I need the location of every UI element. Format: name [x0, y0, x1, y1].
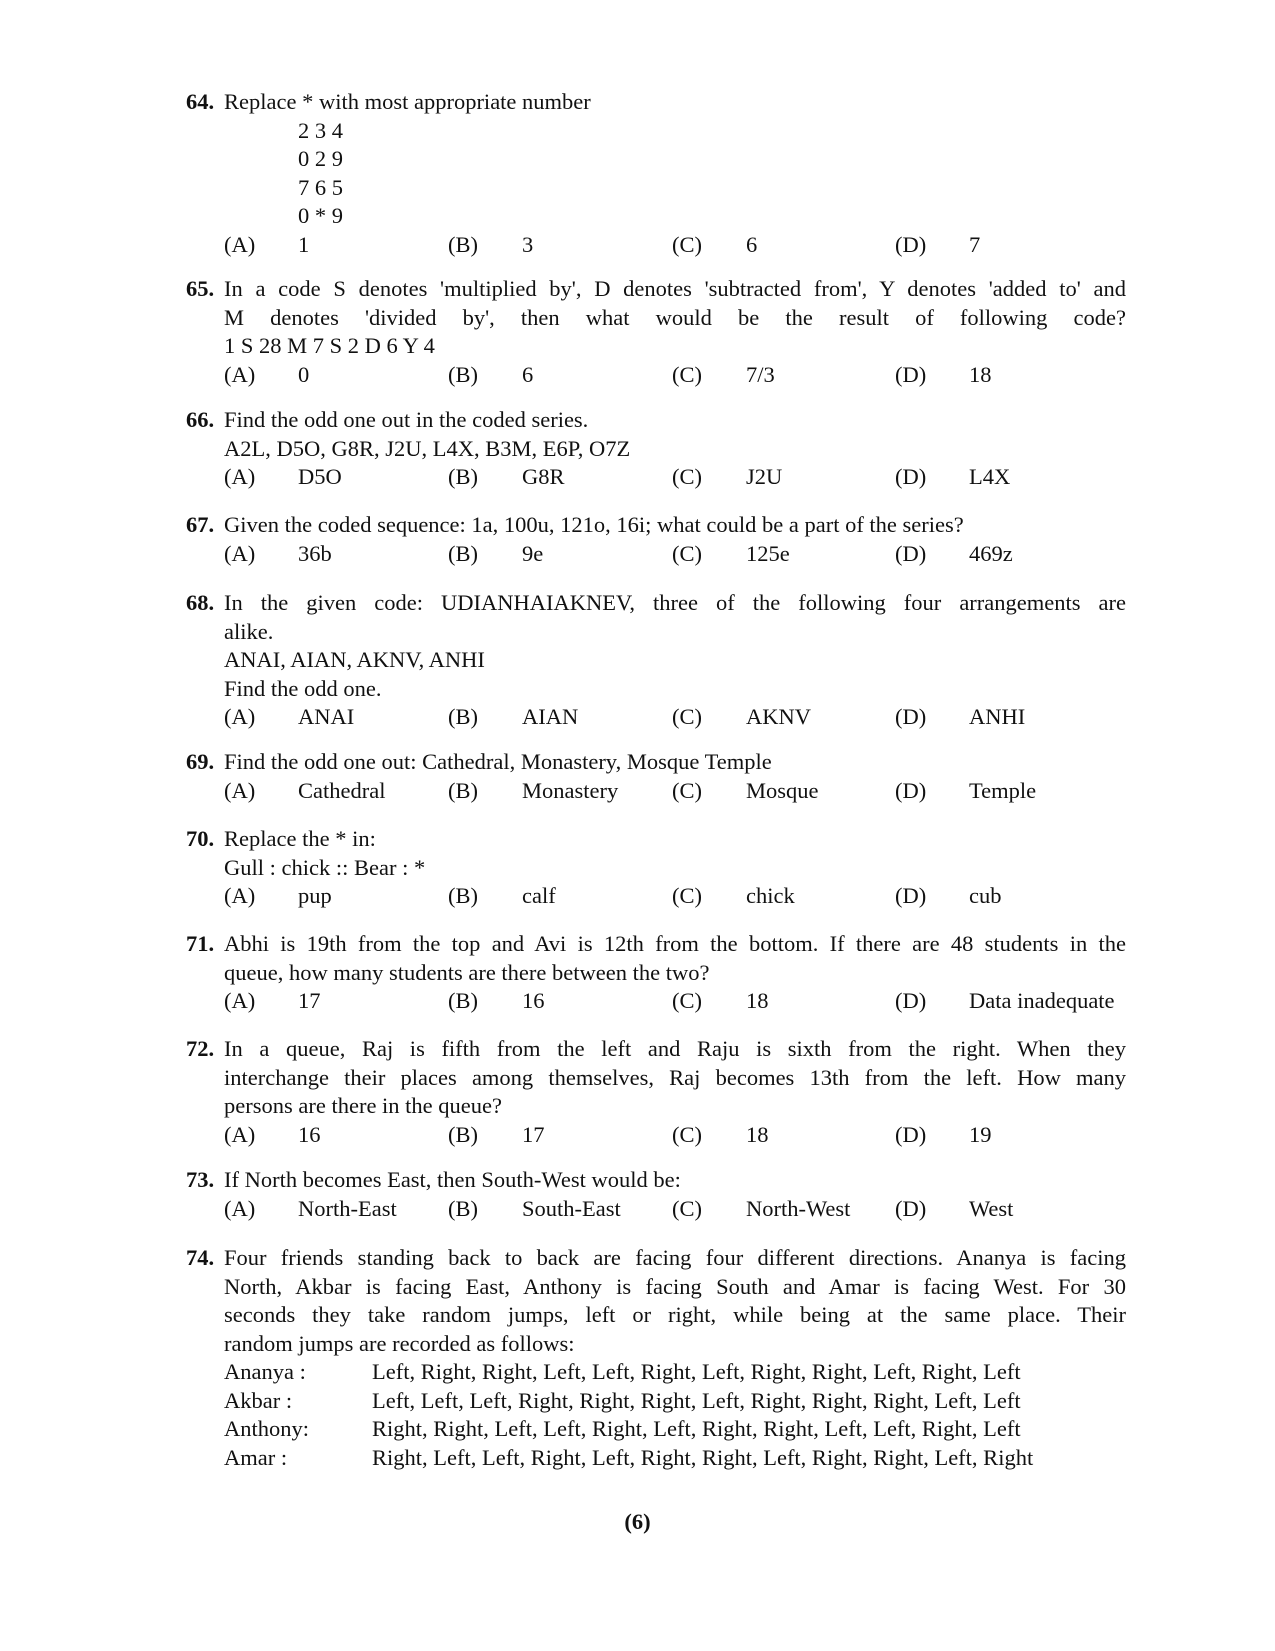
option-c-value: 6 [746, 231, 758, 257]
option-d-label: (D) [895, 883, 927, 908]
option-a-label: (A) [224, 777, 256, 803]
option-b-value: 6 [522, 361, 534, 387]
option-c-label: (C) [672, 231, 702, 257]
number-row: 7 6 5 [298, 174, 343, 200]
question-text: seconds they take random jumps, left or right, while being at the same place. Their [224, 1302, 1126, 1327]
series-text: A2L, D5O, G8R, J2U, L4X, B3M, E6P, O7Z [224, 435, 631, 461]
option-c-label: (C) [672, 361, 702, 387]
question-number: 72. [186, 1036, 215, 1061]
options-row [224, 1195, 1126, 1224]
option-d-label: (D) [895, 704, 927, 729]
question-text: In the given code: UDIANHAIAKNEV, three of the following four arrangements are [224, 590, 1126, 615]
options-row [224, 463, 1126, 492]
question-number: 71. [186, 931, 215, 956]
question-text: In a queue, Raj is fifth from the left and Raju is sixth from the right. When they [224, 1036, 1126, 1061]
option-a-label: (A) [224, 540, 256, 566]
option-b-label: (B) [448, 464, 478, 489]
option-d-value: ANHI [969, 704, 1026, 729]
friend-name: Amar : [224, 1444, 288, 1470]
question-number: 70. [186, 826, 215, 851]
number-row: 0 * 9 [298, 203, 343, 228]
jump-record-row [224, 1358, 1126, 1387]
number-row: 2 3 4 [298, 117, 343, 143]
question-72 [186, 1035, 1126, 1149]
jump-list: Left, Left, Left, Right, Right, Right, Left, Right, Right, Right, Left, Left [372, 1387, 1021, 1413]
analogy-text: Gull : chick :: Bear : * [224, 854, 426, 880]
question-number: 65. [186, 276, 215, 301]
option-b-value: 9e [522, 540, 544, 566]
option-b-value: South-East [522, 1195, 621, 1221]
option-d-label: (D) [895, 540, 927, 566]
question-number: 73. [186, 1167, 215, 1192]
question-number: 64. [186, 89, 215, 114]
option-c-value: North-West [746, 1195, 851, 1221]
question-text: Find the odd one. [224, 675, 382, 701]
option-d-label: (D) [895, 988, 927, 1013]
question-number: 68. [186, 590, 215, 615]
options-row [224, 540, 1126, 569]
question-text: queue, how many students are there between the two? [224, 959, 710, 985]
question-text: persons are there in the queue? [224, 1093, 502, 1118]
jump-record-row [224, 1444, 1126, 1473]
option-b-label: (B) [448, 777, 478, 803]
option-a-value: 0 [298, 361, 310, 387]
option-c-value: Mosque [746, 777, 819, 803]
option-b-value: calf [522, 883, 556, 908]
option-d-label: (D) [895, 1195, 927, 1221]
code-text: 1 S 28 M 7 S 2 D 6 Y 4 [224, 333, 435, 358]
option-a-value: Cathedral [298, 777, 386, 803]
option-a-value: D5O [298, 464, 342, 489]
question-number: 66. [186, 407, 215, 432]
question-67 [186, 511, 1126, 568]
option-d-label: (D) [895, 361, 927, 387]
options-row [224, 882, 1126, 911]
option-b-label: (B) [448, 1121, 478, 1147]
option-a-label: (A) [224, 361, 256, 387]
option-b-value: 17 [522, 1121, 545, 1147]
option-c-label: (C) [672, 988, 702, 1013]
question-text: random jumps are recorded as follows: [224, 1330, 575, 1356]
option-a-value: 1 [298, 231, 310, 257]
question-text: Replace the * in: [224, 826, 376, 851]
options-row [224, 231, 1126, 260]
option-d-value: Data inadequate [969, 988, 1115, 1013]
question-text: Four friends standing back to back are facing four different directions. Ananya is facing [224, 1245, 1126, 1270]
jump-list: Right, Left, Left, Right, Left, Right, Right, Left, Right, Right, Left, Right [372, 1444, 1034, 1470]
option-c-value: J2U [746, 464, 783, 489]
option-d-value: L4X [969, 464, 1011, 489]
question-64 [186, 88, 1126, 259]
option-d-value: West [969, 1195, 1014, 1221]
option-b-value: G8R [522, 464, 565, 489]
option-d-value: 469z [969, 540, 1013, 566]
question-66 [186, 406, 1126, 492]
option-b-label: (B) [448, 988, 478, 1013]
question-70 [186, 825, 1126, 911]
option-c-label: (C) [672, 464, 702, 489]
option-a-label: (A) [224, 704, 256, 729]
option-c-value: 125e [746, 540, 790, 566]
option-c-value: AKNV [746, 704, 811, 729]
option-b-label: (B) [448, 540, 478, 566]
arrangements-text: ANAI, AIAN, AKNV, ANHI [224, 647, 485, 672]
question-text: Find the odd one out in the coded series. [224, 407, 589, 432]
jump-list: Right, Right, Left, Left, Right, Left, Right, Right, Left, Left, Right, Left [372, 1416, 1021, 1441]
number-row: 0 2 9 [298, 146, 343, 171]
options-row [224, 987, 1126, 1016]
option-c-value: 18 [746, 1121, 769, 1147]
question-text: Abhi is 19th from the top and Avi is 12th from the bottom. If there are 48 students in the [224, 931, 1126, 956]
option-c-value: 18 [746, 988, 769, 1013]
jump-record-row [224, 1387, 1126, 1416]
option-c-label: (C) [672, 777, 702, 803]
option-a-label: (A) [224, 1195, 256, 1221]
option-b-value: 16 [522, 988, 545, 1013]
option-c-value: chick [746, 883, 795, 908]
question-73 [186, 1166, 1126, 1223]
question-65 [186, 275, 1126, 389]
option-c-label: (C) [672, 1195, 702, 1221]
option-d-value: Temple [969, 777, 1037, 803]
options-row [224, 1121, 1126, 1150]
options-row [224, 361, 1126, 390]
question-text: North, Akbar is facing East, Anthony is facing South and Amar is facing West. For 30 [224, 1273, 1126, 1299]
option-b-label: (B) [448, 704, 478, 729]
option-d-label: (D) [895, 1121, 927, 1147]
question-number: 69. [186, 749, 215, 774]
option-b-label: (B) [448, 231, 478, 257]
option-a-label: (A) [224, 231, 256, 257]
option-a-value: 17 [298, 988, 321, 1013]
question-text: Given the coded sequence: 1a, 100u, 121o, 16i; what could be a part of the series? [224, 512, 964, 537]
friend-name: Akbar : [224, 1387, 293, 1413]
option-a-value: 16 [298, 1121, 321, 1147]
options-row [224, 703, 1126, 732]
option-a-value: ANAI [298, 704, 355, 729]
option-d-value: 18 [969, 361, 992, 387]
option-c-label: (C) [672, 540, 702, 566]
option-a-label: (A) [224, 883, 256, 908]
option-c-label: (C) [672, 883, 702, 908]
question-text: If North becomes East, then South-West would be: [224, 1167, 681, 1192]
friend-name: Ananya : [224, 1359, 306, 1384]
option-a-value: pup [298, 883, 332, 908]
option-b-value: 3 [522, 231, 534, 257]
option-d-label: (D) [895, 231, 927, 257]
option-b-label: (B) [448, 1195, 478, 1221]
question-text: M denotes 'divided by', then what would be the result of following code? [224, 304, 1126, 330]
option-c-value: 7/3 [746, 361, 775, 387]
option-d-value: 19 [969, 1121, 992, 1147]
option-a-label: (A) [224, 988, 256, 1013]
jump-list: Left, Right, Right, Left, Left, Right, Left, Right, Right, Left, Right, Left [372, 1359, 1021, 1384]
question-text: interchange their places among themselves, Raj becomes 13th from the left. How many [224, 1064, 1126, 1090]
page-number: (6) [624, 1509, 651, 1534]
question-text: alike. [224, 618, 274, 644]
options-row [224, 777, 1126, 806]
option-a-label: (A) [224, 1121, 256, 1147]
question-text: Replace * with most appropriate number [224, 89, 591, 114]
option-d-label: (D) [895, 464, 927, 489]
question-69 [186, 748, 1126, 805]
question-text: In a code S denotes 'multiplied by', D denotes 'subtracted from', Y denotes 'added to' and [224, 276, 1126, 301]
jump-record-row [224, 1415, 1126, 1444]
question-74 [186, 1244, 1126, 1472]
option-d-value: 7 [969, 231, 981, 257]
option-b-value: Monastery [522, 777, 619, 803]
question-71 [186, 930, 1126, 1016]
question-number: 74. [186, 1245, 215, 1270]
option-a-label: (A) [224, 464, 256, 489]
option-b-label: (B) [448, 361, 478, 387]
option-b-label: (B) [448, 883, 478, 908]
option-a-value: 36b [298, 540, 332, 566]
question-text: Find the odd one out: Cathedral, Monastery, Mosque Temple [224, 749, 772, 774]
option-d-label: (D) [895, 777, 927, 803]
question-number: 67. [186, 512, 215, 537]
option-b-value: AIAN [522, 704, 579, 729]
option-d-value: cub [969, 883, 1002, 908]
question-68 [186, 589, 1126, 732]
friend-name: Anthony: [224, 1416, 310, 1441]
option-c-label: (C) [672, 1121, 702, 1147]
option-c-label: (C) [672, 704, 702, 729]
option-a-value: North-East [298, 1195, 397, 1221]
